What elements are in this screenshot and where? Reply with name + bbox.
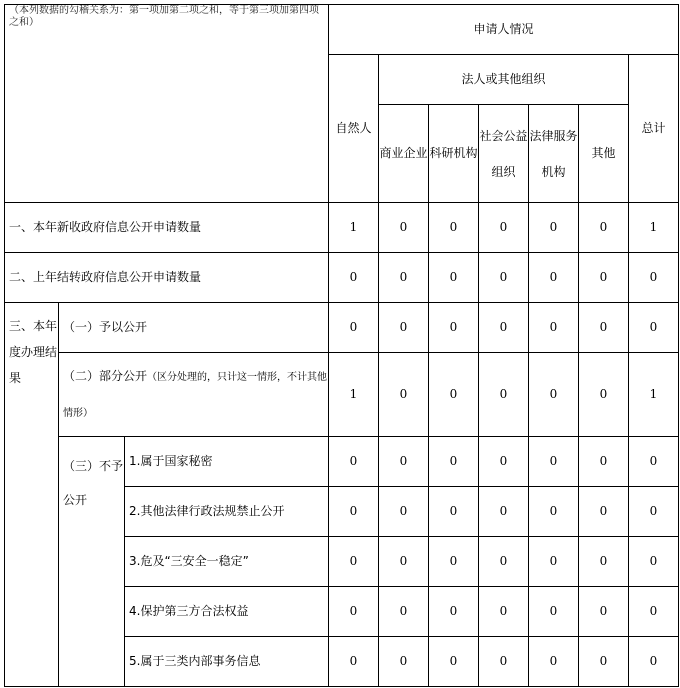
cell-value: 0 [479,487,529,537]
cell-value: 0 [379,487,429,537]
cell-value: 0 [629,587,679,637]
cell-value: 0 [529,437,579,487]
public-welfare-org-header: 社会公益组织 [479,105,529,203]
cell-value: 1 [329,353,379,437]
cell-value: 0 [379,437,429,487]
non-disclosure-group-label [59,437,125,687]
total-header: 总计 [629,55,679,203]
row-label: 二、上年结转政府信息公开申请数量 [5,253,329,303]
cell-value: 0 [479,353,529,437]
cell-value: 0 [479,637,529,687]
cell-value: 0 [529,353,579,437]
cell-value: 0 [579,253,629,303]
cell-value: 0 [379,303,429,353]
cell-value: 0 [329,587,379,637]
cell-value: 0 [429,437,479,487]
cell-value: 0 [479,437,529,487]
cell-value: 0 [329,437,379,487]
cell-value: 0 [579,203,629,253]
cell-value: 0 [529,203,579,253]
cell-value: 0 [379,353,429,437]
non-disclosure-group-text: （三）不予公开 [63,459,124,507]
cell-value: 0 [429,303,479,353]
relation-note-text: （本列数据的勾稽关系为：第一项加第二项之和，等于第三项加第四项之和） [9,5,319,28]
cell-value: 0 [429,353,479,437]
cell-value: 0 [529,487,579,537]
cell-value: 0 [379,587,429,637]
table-row [5,303,679,353]
cell-value: 0 [329,637,379,687]
cell-value: 0 [429,587,479,637]
cell-value: 0 [479,253,529,303]
commercial-enterprise-header: 商业企业 [379,105,429,203]
cell-value: 0 [629,487,679,537]
cell-value: 1 [629,353,679,437]
cell-value: 0 [579,537,629,587]
cell-value: 0 [429,253,479,303]
table-row [5,203,679,253]
cell-value: 0 [479,303,529,353]
row-label: 4.保护第三方合法权益 [125,587,329,637]
cell-value: 0 [529,537,579,587]
row-label: 2.其他法律行政法规禁止公开 [125,487,329,537]
other-org-header: 其他 [579,105,629,203]
section-three-text: 三、本年度办理结果 [9,319,58,385]
relation-note [5,5,329,203]
cell-value: 0 [629,303,679,353]
cell-value: 0 [529,637,579,687]
partial-disclosure-label [59,353,329,437]
row-label: 一、本年新收政府信息公开申请数量 [5,203,329,253]
cell-value: 0 [379,637,429,687]
row-label: 5.属于三类内部事务信息 [125,637,329,687]
cell-value: 0 [629,637,679,687]
cell-value: 0 [329,537,379,587]
cell-value: 0 [579,587,629,637]
natural-person-header: 自然人 [329,55,379,203]
applicant-status-header: 申请人情况 [329,5,679,55]
row-label-note: （区分处理的，只计这一情形，不计其他情形） [63,371,328,419]
cell-value: 0 [379,203,429,253]
cell-value: 0 [629,253,679,303]
table-row [5,437,679,487]
cell-value: 0 [629,537,679,587]
gov-info-disclosure-table [4,4,679,687]
research-institution-header: 科研机构 [429,105,479,203]
cell-value: 0 [429,537,479,587]
cell-value: 0 [479,203,529,253]
row-label: 3.危及“三安全一稳定” [125,537,329,587]
table-row [5,253,679,303]
cell-value: 0 [579,487,629,537]
cell-value: 0 [579,637,629,687]
cell-value: 0 [379,537,429,587]
legal-org-header: 法人或其他组织 [379,55,629,105]
row-label: 1.属于国家秘密 [125,437,329,487]
cell-value: 0 [529,303,579,353]
cell-value: 0 [429,487,479,537]
table-row [5,353,679,437]
cell-value: 0 [429,637,479,687]
section-three-label [5,303,59,687]
cell-value: 0 [329,253,379,303]
cell-value: 0 [479,587,529,637]
row-label: （二）部分公开 [63,368,148,383]
cell-value: 1 [329,203,379,253]
cell-value: 0 [529,253,579,303]
cell-value: 0 [529,587,579,637]
cell-value: 0 [579,303,629,353]
cell-value: 0 [379,253,429,303]
legal-service-org-header: 法律服务机构 [529,105,579,203]
cell-value: 0 [579,437,629,487]
row-label: （一）予以公开 [59,303,329,353]
cell-value: 0 [329,487,379,537]
cell-value: 0 [329,303,379,353]
cell-value: 0 [479,537,529,587]
cell-value: 0 [429,203,479,253]
cell-value: 1 [629,203,679,253]
cell-value: 0 [579,353,629,437]
cell-value: 0 [629,437,679,487]
